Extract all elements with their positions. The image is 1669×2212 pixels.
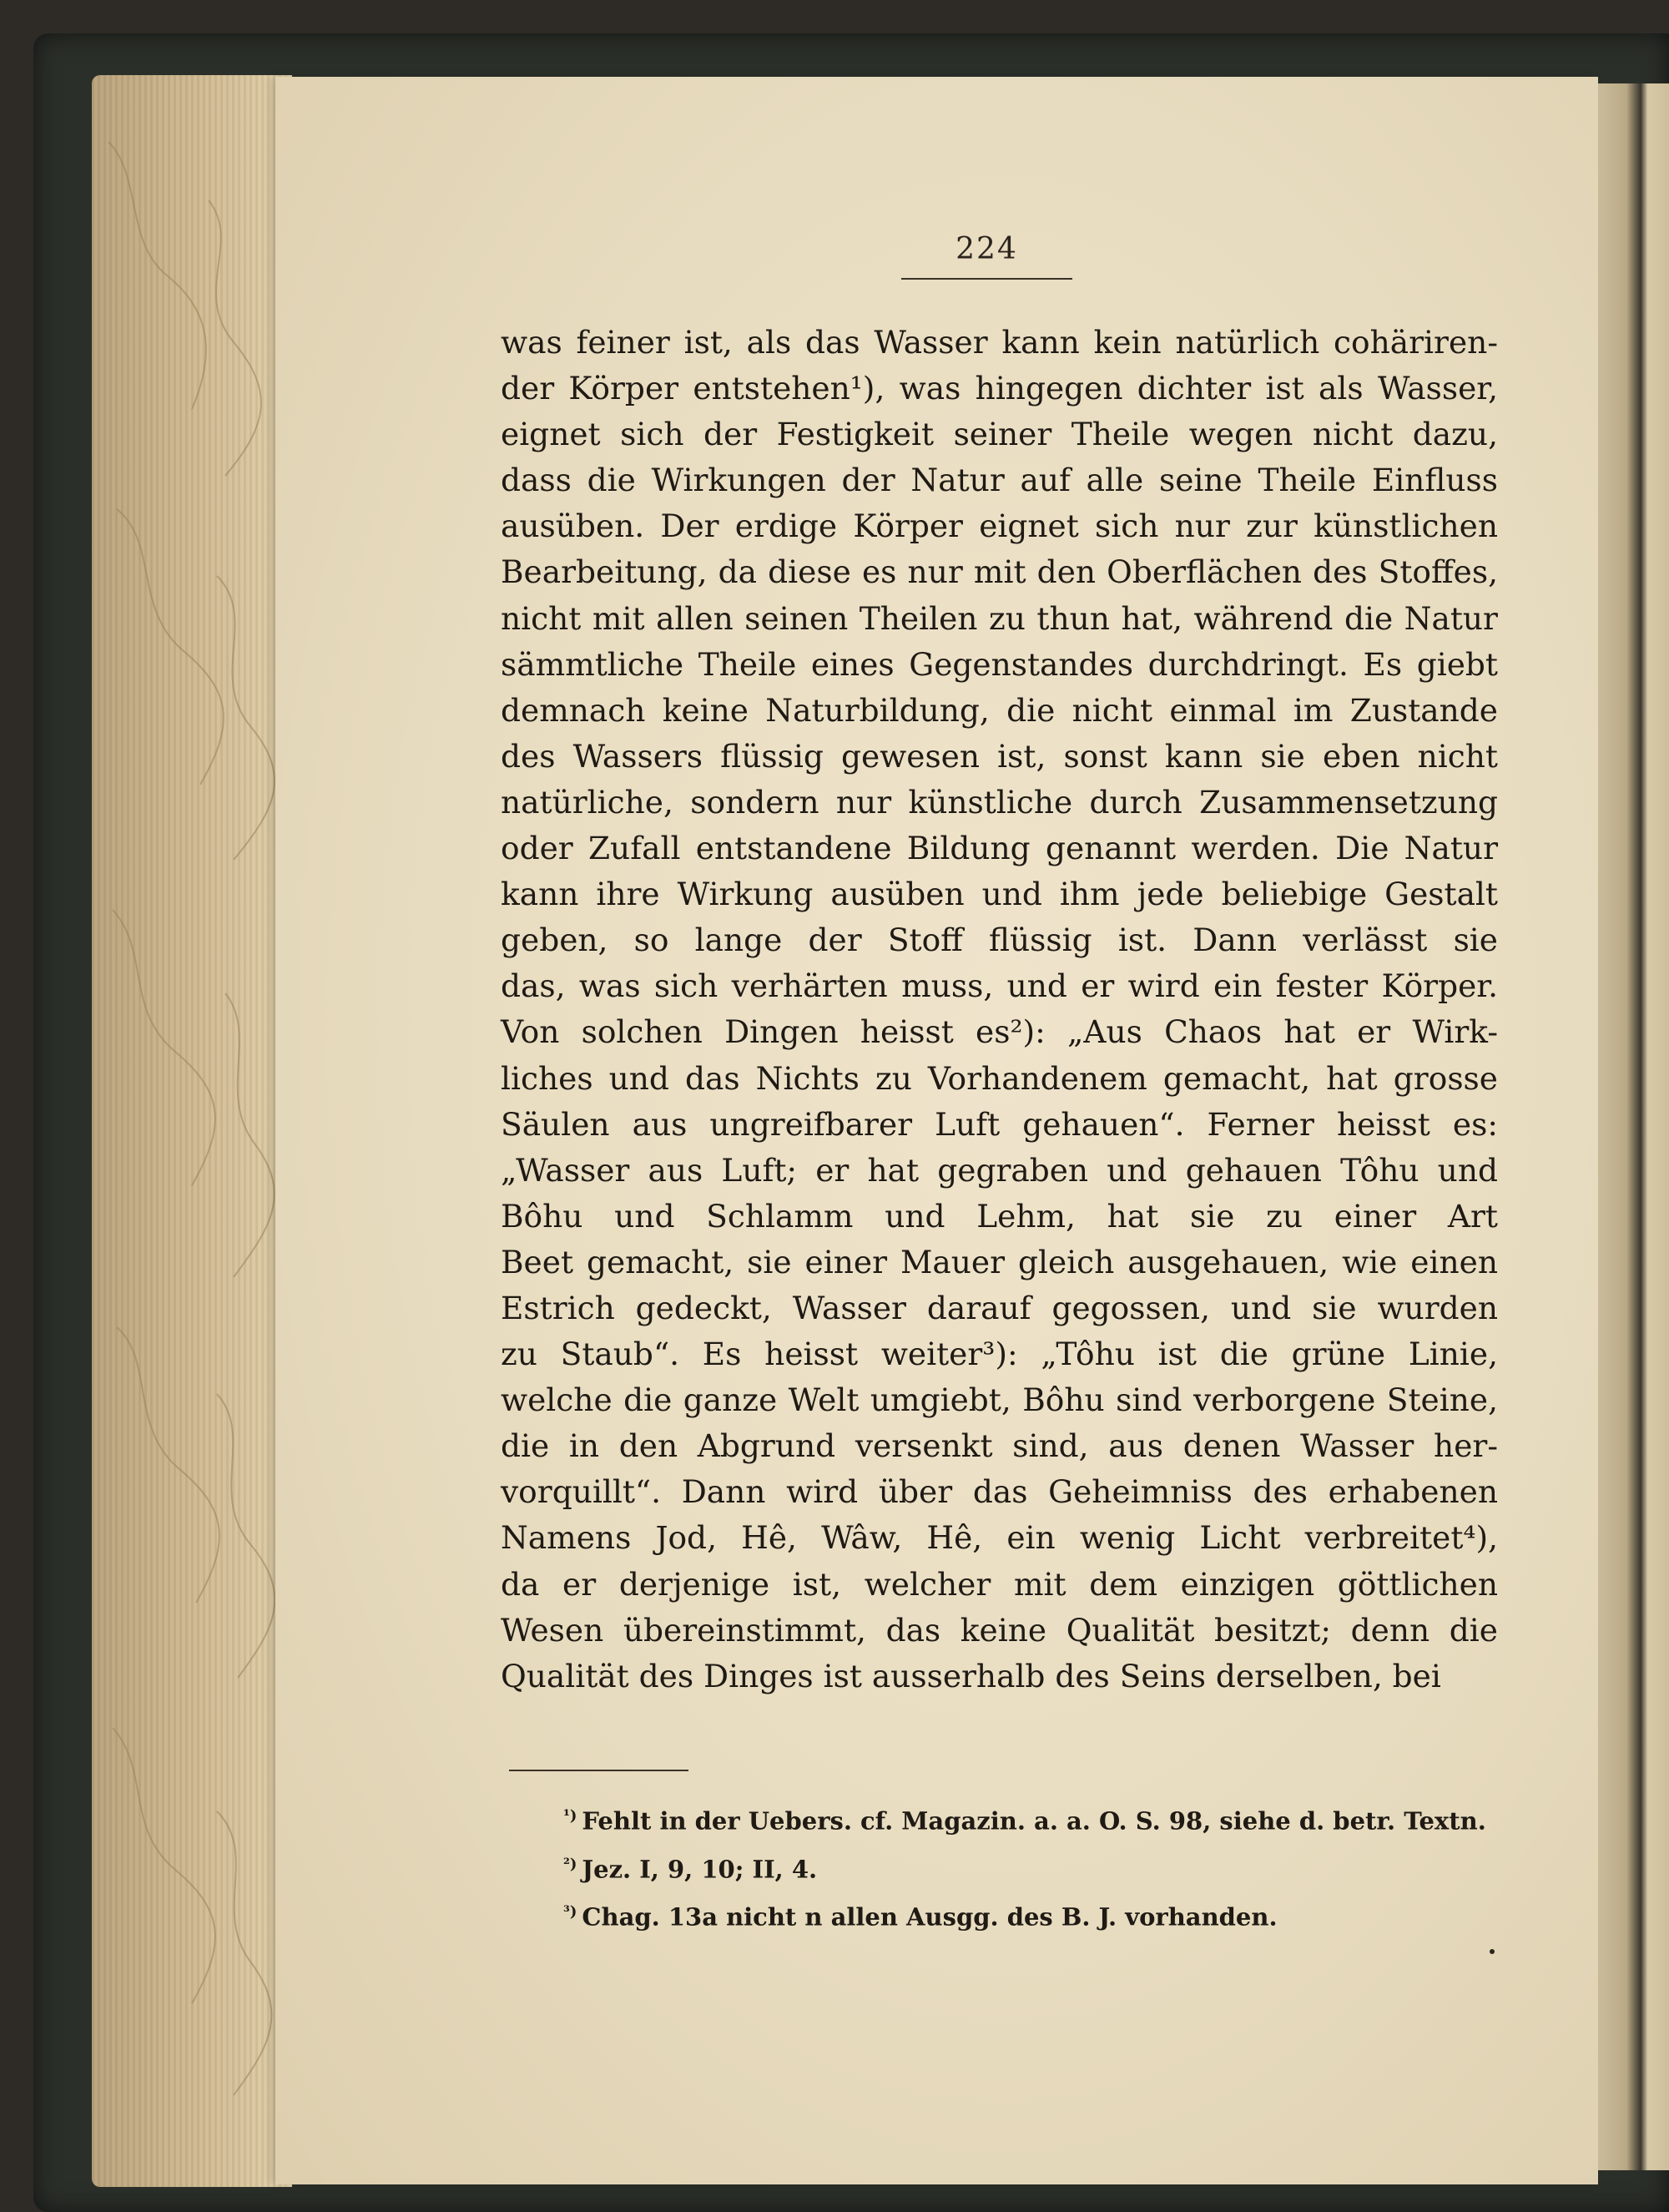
body-line: dass die Wirkungen der Natur auf alle seine Theile Einfluss <box>501 462 1498 499</box>
body-line: des Wassers flüssig gewesen ist, sonst kann sie eben nicht <box>501 737 1498 775</box>
footnote <box>563 1843 1523 1891</box>
body-line: demnach keine Naturbildung, die nicht einmal im Zustande <box>501 691 1498 729</box>
body-line: nicht mit allen seinen Theilen zu thun hat, während die Natur <box>501 599 1498 637</box>
footnote <box>563 1795 1523 1843</box>
marble-pattern <box>92 75 292 2187</box>
page-number-rule <box>901 278 1072 280</box>
body-line: Qualität des Dinges ist ausserhalb des Seins derselben, bei <box>501 1657 1441 1694</box>
body-line: zu Staub“. Es heisst weiter³): „Tôhu ist die grüne Linie, <box>501 1336 1498 1373</box>
page-edge-marbled <box>92 75 292 2187</box>
footnote-rule <box>509 1770 688 1771</box>
body-line: Beet gemacht, sie einer Mauer gleich ausgehauen, wie einen <box>501 1243 1498 1280</box>
body-line: das, was sich verhärten muss, und er wird ein fester Körper. <box>501 967 1498 1005</box>
body-line: Namens Jod, Hê, Wâw, Hê, ein wenig Licht verbreitet⁴), <box>501 1519 1498 1557</box>
body-line: Bearbeitung, da diese es nur mit den Oberflächen des Stoffes, <box>501 553 1498 591</box>
footnote-text: Jez. I, 9, 10; II, 4. <box>582 1855 818 1884</box>
body-line: Wesen übereinstimmt, das keine Qualität besitzt; denn die <box>501 1611 1498 1649</box>
footnote-mark: ¹) <box>563 1807 577 1825</box>
body-line: sämmtliche Theile eines Gegenstandes durchdringt. Es giebt <box>501 645 1498 683</box>
body-line: die in den Abgrund versenkt sind, aus denen Wasser her- <box>501 1427 1498 1465</box>
footnote-text: Chag. 13a nicht n allen Ausgg. des B. J. vorhanden. <box>582 1902 1278 1932</box>
body-line: vorquillt“. Dann wird über das Geheimniss des erhabenen <box>501 1473 1498 1511</box>
footnote-text: Fehlt in der Uebers. cf. Magazin. a. a. O. S. 98, siehe d. betr. Textn. <box>582 1806 1486 1836</box>
body-line: Bôhu und Schlamm und Lehm, hat sie zu einer Art <box>501 1197 1498 1235</box>
body-line: was feiner ist, als das Wasser kann kein natürlich cohäriren- <box>501 324 1498 361</box>
body-line: der Körper entstehen¹), was hingegen dichter ist als Wasser, <box>501 370 1498 407</box>
page-number: 224 <box>956 232 1018 266</box>
footnote-mark: ²) <box>563 1855 577 1873</box>
body-line: liches und das Nichts zu Vorhandenem gemacht, hat grosse <box>501 1059 1498 1097</box>
body-line: kann ihre Wirkung ausüben und ihm jede beliebige Gestalt <box>501 876 1498 913</box>
body-line: da er derjenige ist, welcher mit dem einzigen göttlichen <box>501 1565 1498 1603</box>
body-line: oder Zufall entstandene Bildung genannt werden. Die Natur <box>501 830 1498 867</box>
body-line: eignet sich der Festigkeit seiner Theile wegen nicht dazu, <box>501 416 1498 453</box>
body-line: Von solchen Dingen heisst es²): „Aus Chaos hat er Wirk- <box>501 1013 1498 1051</box>
body-line: ausüben. Der erdige Körper eignet sich nur zur künstlichen <box>501 508 1498 545</box>
body-line: Estrich gedeckt, Wasser darauf gegossen, und sie wurden <box>501 1289 1498 1326</box>
body-line: welche die ganze Welt umgiebt, Bôhu sind verborgene Steine, <box>501 1381 1498 1419</box>
body-line: Säulen aus ungreifbarer Luft gehauen“. Ferner heisst es: <box>501 1105 1498 1143</box>
body-line: „Wasser aus Luft; er hat gegraben und gehauen Tôhu und <box>501 1151 1498 1189</box>
footnotes <box>563 1795 1523 1939</box>
body-line: natürliche, sondern nur künstliche durch Zusammensetzung <box>501 783 1498 821</box>
ink-speck <box>1490 1949 1495 1954</box>
footnote <box>563 1891 1523 1939</box>
next-pages-edge <box>1598 83 1669 2170</box>
body-text <box>501 320 1498 1699</box>
body-line: geben, so lange der Stoff flüssig ist. Dann verlässt sie <box>501 922 1498 959</box>
footnote-mark: ³) <box>563 1903 577 1922</box>
